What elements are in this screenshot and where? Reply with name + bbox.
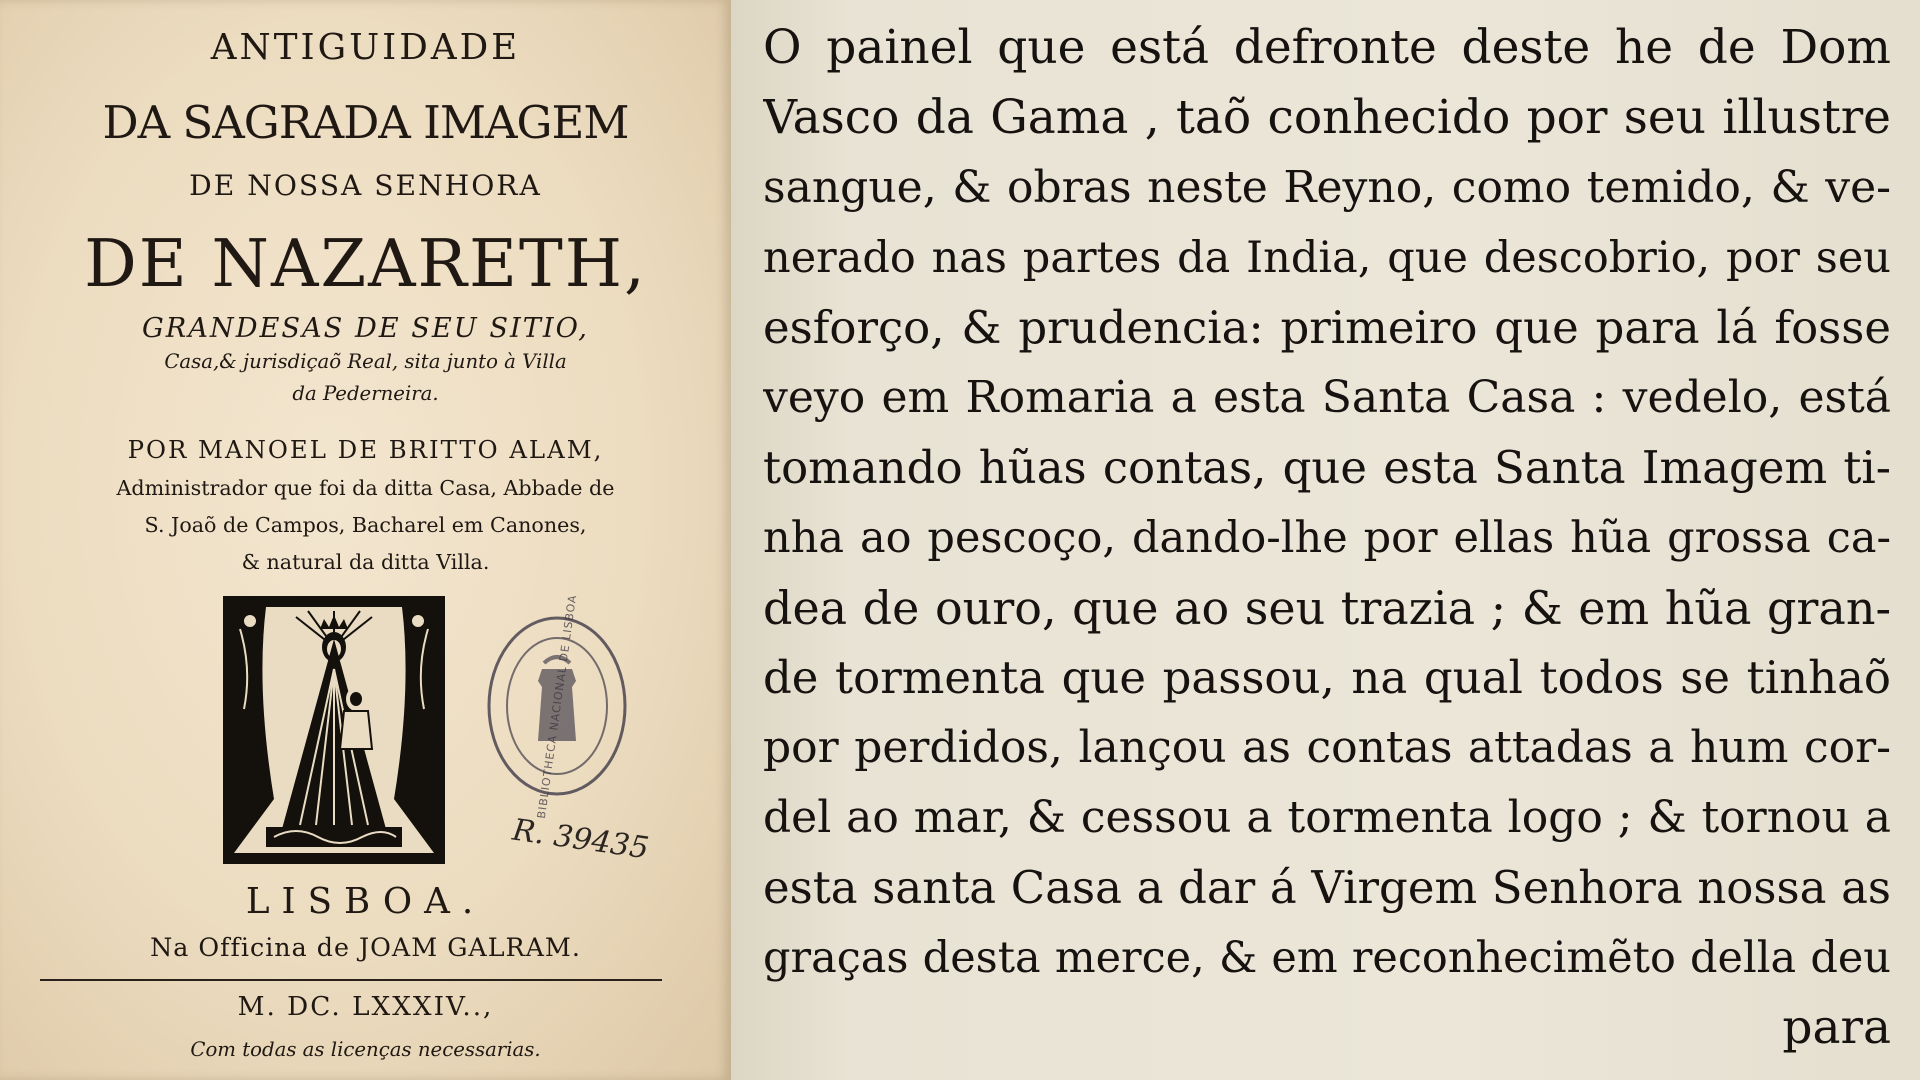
imprint-divider: [40, 979, 662, 981]
subtitle-pederneira: da Pederneira.: [292, 382, 439, 405]
text-line: esta santa Casa a dar á Virgem Senhora nossa as: [763, 861, 1891, 914]
author-role-1: Administrador que foi da ditta Casa, Abbade de: [116, 476, 615, 500]
library-stamp: [484, 593, 630, 819]
imprint-city: LISBOA.: [245, 881, 486, 922]
imprint-licences: Com todas as licenças necessarias.: [190, 1038, 541, 1061]
subtitle-casa-jurisdicao: Casa,& jurisdiçaõ Real, sita junto à Villa: [164, 350, 567, 373]
title-line-nazareth: DE NAZARETH,: [84, 226, 647, 302]
text-line: nerado nas partes da India, que descobrio, por seu: [763, 233, 1891, 283]
madonna-woodcut-image: [223, 596, 445, 864]
text-line: nha ao pescoço, dando-lhe por ellas hũa grossa ca-: [763, 513, 1891, 563]
text-line: dea de ouro, que ao seu trazia ; & em hũa gran-: [763, 581, 1891, 635]
author-role-3: & natural da ditta Villa.: [241, 550, 490, 574]
text-line: esforço, & prudencia: primeiro que para lá fosse: [763, 301, 1891, 354]
body-text: [763, 13, 1891, 1063]
text-line: graças desta merce, & em reconhecimẽto della deu: [763, 933, 1891, 983]
stamp-text: BIBLIOTHECA NACIONAL DE LISBOA: [534, 593, 580, 819]
text-page: [731, 0, 1920, 1080]
title-line-sagrada-imagem: DA SAGRADA IMAGEM: [102, 96, 629, 149]
catchword: para: [1782, 1000, 1891, 1055]
handwritten-shelfmark: R. 39435: [510, 812, 651, 867]
imprint-printer: Na Officina de JOAM GALRAM.: [150, 932, 581, 962]
text-line: veyo em Romaria a esta Santa Casa : vedelo, está: [763, 372, 1891, 423]
title-line-nossa-senhora: DE NOSSA SENHORA: [189, 169, 542, 202]
text-line: sangue, & obras neste Reyno, como temido, & ve-: [763, 162, 1891, 213]
text-line: O painel que está defronte deste he de Dom: [763, 20, 1891, 75]
author-role-2: S. Joaõ de Campos, Bacharel em Canones,: [144, 513, 587, 537]
subtitle-grandesas: GRANDESAS DE SEU SITIO,: [142, 313, 589, 344]
imprint-year: M. DC. LXXXIV..,: [237, 992, 494, 1022]
text-line: por perdidos, lançou as contas attadas a hum cor-: [763, 722, 1891, 773]
text-line: tomando hũas contas, que esta Santa Imagem ti-: [763, 441, 1891, 494]
text-line: de tormenta que passou, na qual todos se tinhaõ: [763, 651, 1891, 704]
text-line: del ao mar, & cessou a tormenta logo ; & tornou a: [763, 792, 1891, 843]
title-page: [0, 0, 731, 1080]
title-line-antiguidade: ANTIGUIDADE: [210, 27, 521, 68]
author-name: POR MANOEL DE BRITTO ALAM,: [127, 435, 604, 464]
text-line: Vasco da Gama , taõ conhecido por seu illustre: [763, 90, 1891, 145]
